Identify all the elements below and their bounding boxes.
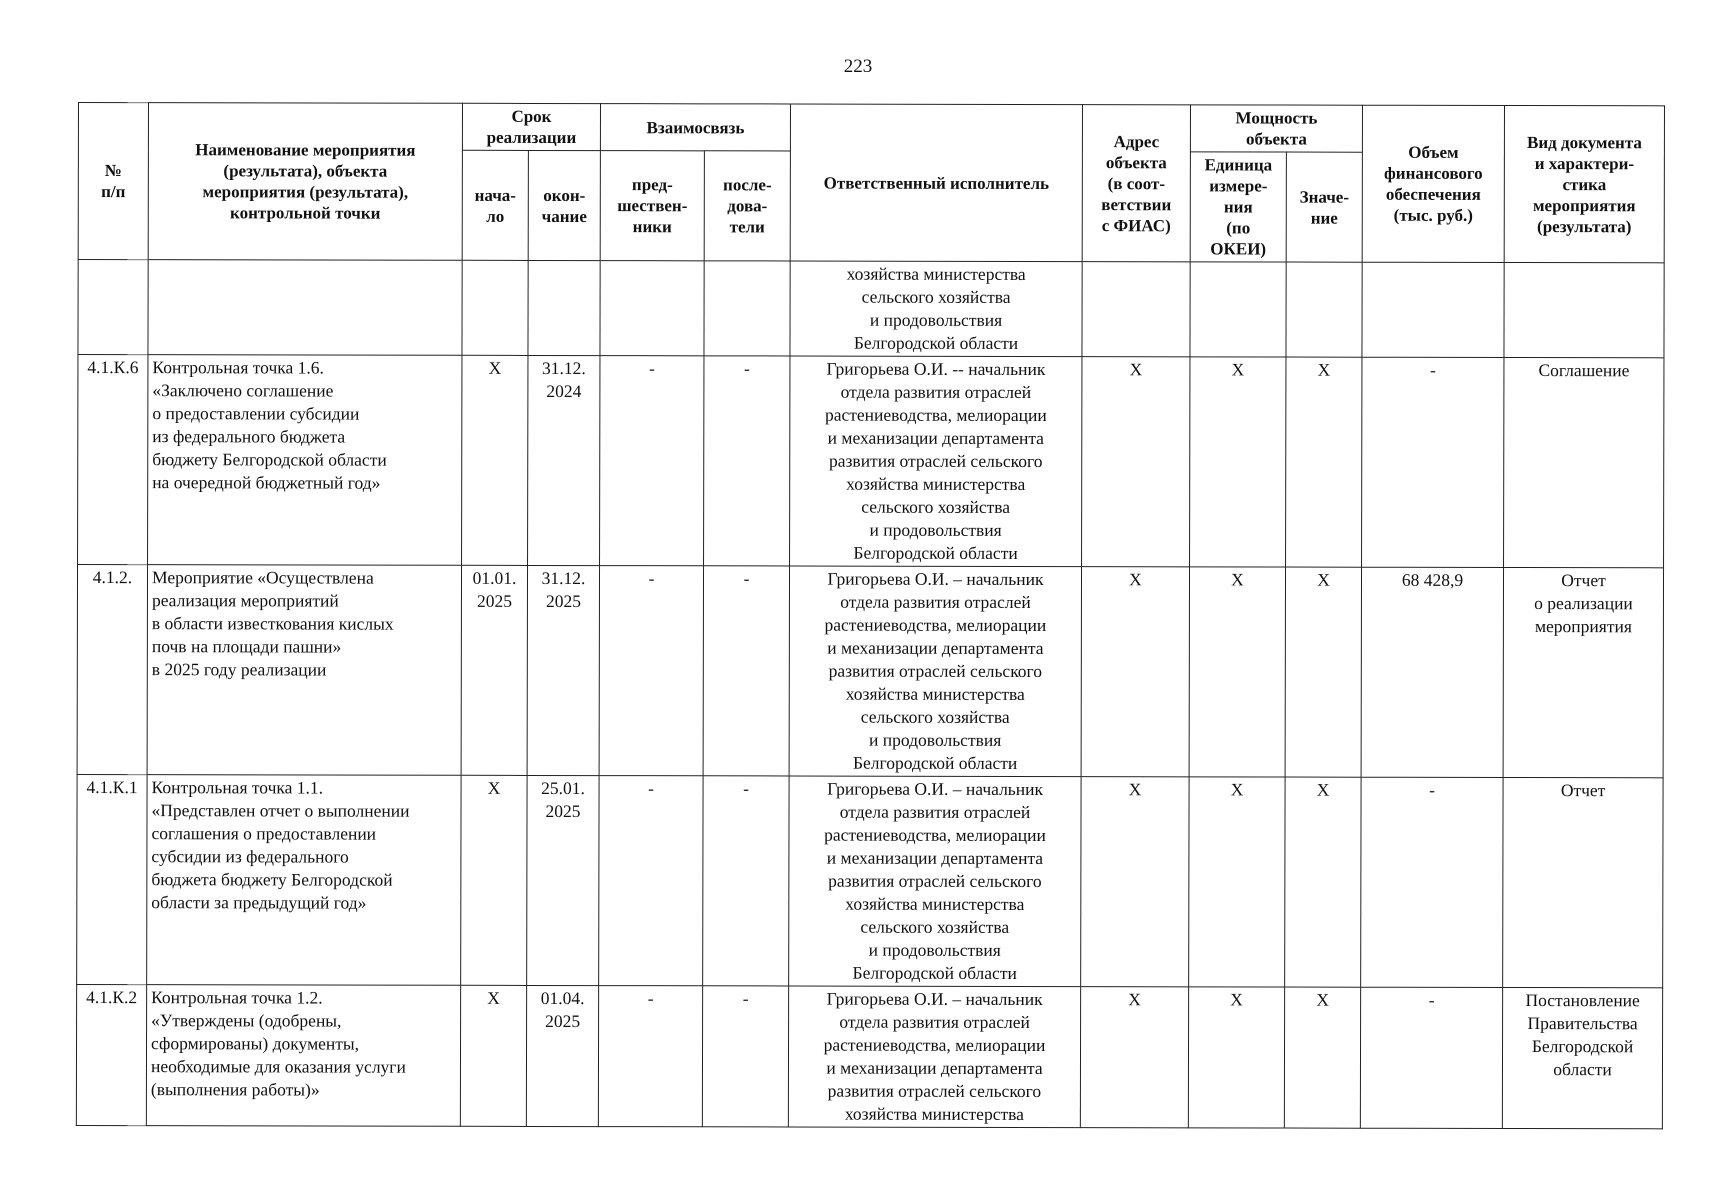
cell-address [1082,262,1190,357]
header-start: нача- ло [462,150,528,260]
header-row-1 [78,103,1664,153]
table-row [77,565,1663,778]
cell-address: X [1080,987,1188,1128]
cell-pred [600,261,704,356]
cell-pred: - [598,986,702,1127]
cell-unit: X [1188,987,1284,1128]
cell-finance [1362,262,1504,357]
cell-num: 4.1.2. [77,565,147,775]
cell-value: X [1284,987,1360,1128]
cell-succ: - [703,776,789,986]
cell-responsible: хозяйства министерства сельского хозяйства и продовольствия Белгородской области [790,261,1082,357]
cell-address: X [1081,777,1189,987]
cell-address: X [1082,357,1190,567]
header-term: Срок реализации [462,103,600,150]
cell-succ: - [703,566,789,776]
cell-finance: - [1361,777,1503,987]
cell-num [78,260,148,355]
cell-name: Контрольная точка 1.2. «Утверждены (одобрены, сформированы) документы, необходимые для оказания услуги (выполнения работы)» [146,985,460,1127]
cell-document: Отчет о реализации мероприятия [1503,567,1663,777]
cell-value [1286,262,1362,357]
header-predecessors: пред- шествен- ники [600,151,704,261]
cell-start: X [460,985,526,1126]
header-responsible: Ответственный исполнитель [790,104,1082,262]
cell-succ: - [702,986,788,1127]
cell-start: 01.01. 2025 [461,565,527,775]
cell-succ: - [704,356,790,566]
table-row [78,355,1664,568]
header-power: Мощность объекта [1190,105,1362,152]
cell-name: Мероприятие «Осуществлена реализация мероприятий в области известкования кислых почв на площади пашни» в 2025 году реализации [147,565,461,776]
cell-responsible: Григорьева О.И. -- начальник отдела развития отраслей растениеводства, мелиорации и механизации департамента развития отраслей сельского хозяйства министерства сельского хозяйства и продовольствия Белгородской области [790,356,1082,567]
header-end: окон- чание [528,150,600,260]
header-address: Адрес объекта (в соот- ветствии с ФИАС) [1082,105,1190,262]
header-finance: Объем финансового обеспечения (тыс. руб.) [1362,105,1504,262]
cell-unit: X [1190,357,1286,567]
header-successors: после- дова- тели [704,151,790,261]
cell-end: 31.12. 2025 [527,565,599,775]
cell-address: X [1081,567,1189,777]
table-row [76,984,1662,1128]
cell-name: Контрольная точка 1.6. «Заключено соглашение о предоставлении субсидии из федерального бюджета бюджету Белгородской области на очередной бюджетный год» [148,355,462,566]
cell-end: 25.01. 2025 [527,775,599,985]
cell-num: 4.1.К.1 [77,774,147,984]
cell-end [528,260,600,355]
cell-unit: X [1189,777,1285,987]
cell-unit [1190,262,1286,357]
header-document: Вид документа и характери- стика мероприятия (результата) [1504,105,1664,262]
cell-document [1504,262,1664,357]
cell-num: 4.1.К.6 [78,355,148,565]
header-name: Наименование мероприятия (результата), объекта мероприятия (результата), контрольной точки [148,103,462,261]
cell-pred: - [599,776,703,986]
cell-document: Постановление Правительства Белгородской области [1502,987,1662,1128]
plan-table [76,102,1665,1129]
cell-pred: - [599,566,703,776]
cell-document: Отчет [1503,777,1663,987]
header-num: № п/п [78,103,148,260]
cell-end: 01.04. 2025 [526,985,598,1126]
cell-num: 4.1.К.2 [76,984,146,1125]
cell-responsible: Григорьева О.И. – начальник отдела развития отраслей растениеводства, мелиорации и механизации департамента развития отраслей сельского хозяйства министерства сельского хозяйства и продовольствия Белгородской области [789,776,1081,987]
cell-succ [704,261,790,356]
cell-value: X [1285,777,1361,987]
cell-finance: 68 428,9 [1361,567,1503,777]
cell-value: X [1285,567,1361,777]
page-number: 223 [843,56,873,77]
header-link: Взаимосвязь [600,104,790,151]
table-row-continuation [78,260,1664,358]
cell-finance: - [1362,357,1504,567]
cell-name [148,260,462,356]
cell-name: Контрольная точка 1.1. «Представлен отчет о выполнении соглашения о предоставлении субсидии из федерального бюджета бюджету Белгородской области за предыдущий год» [147,775,461,986]
cell-document: Соглашение [1504,357,1664,567]
cell-start: X [461,775,527,985]
cell-responsible: Григорьева О.И. – начальник отдела развития отраслей растениеводства, мелиорации и механизации департамента развития отраслей сельского хозяйства министерства сельского хозяйства и продовольствия Белгородской области [789,566,1081,777]
cell-pred: - [600,356,704,566]
cell-unit: X [1189,567,1285,777]
cell-start: X [462,355,528,565]
cell-finance: - [1360,987,1502,1128]
table-row [77,774,1663,987]
cell-responsible: Григорьева О.И. – начальник отдела развития отраслей растениеводства, мелиорации и механизации департамента развития отраслей сельского хозяйства министерства [788,986,1080,1128]
cell-start [462,260,528,355]
header-value: Значе- ние [1286,152,1362,262]
header-unit: Единица измере- ния (по ОКЕИ) [1190,152,1286,262]
cell-end: 31.12. 2024 [528,355,600,565]
cell-value: X [1286,357,1362,567]
